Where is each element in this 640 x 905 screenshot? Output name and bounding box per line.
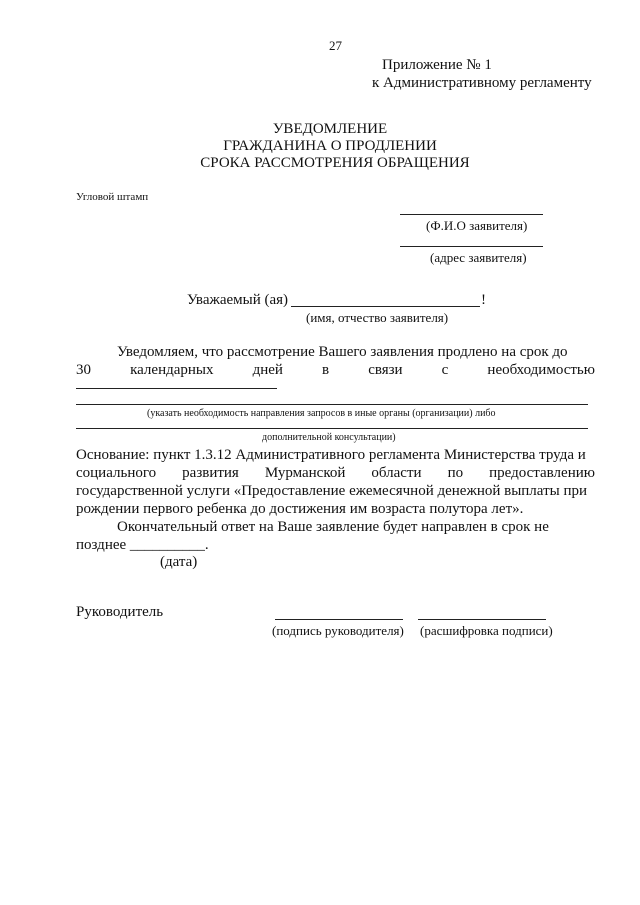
appendix-line-1: Приложение № 1 [382, 57, 492, 73]
notice-line-2 [76, 361, 595, 379]
basis-word: области [371, 465, 422, 481]
salutation-name-line [291, 306, 480, 307]
signature-decode-caption: (расшифровка подписи) [420, 623, 553, 638]
applicant-fio-caption: (Ф.И.О заявителя) [426, 218, 528, 233]
corner-stamp-label: Угловой штамп [76, 191, 149, 203]
title-line-2: ГРАЖДАНИНА О ПРОДЛЕНИИ [223, 138, 437, 154]
basis-line-3: государственной услуги «Предоставление ежемесячной денежной выплаты при [76, 483, 588, 499]
applicant-fio-line [400, 214, 543, 215]
date-caption: (дата) [160, 554, 198, 570]
notice-word: с [441, 362, 449, 378]
basis-word: предоставлению [489, 465, 595, 481]
notice-word: необходимостью [487, 362, 595, 378]
salutation-exclamation: ! [481, 292, 486, 308]
notice-word: 30 [76, 362, 91, 378]
final-answer-line-1: Окончательный ответ на Ваше заявление будет направлен в срок не [117, 519, 549, 535]
applicant-address-line [400, 246, 543, 247]
notice-word: в [322, 362, 330, 378]
basis-word: Мурманской [264, 465, 346, 481]
appendix-line-2: к Административному регламенту [372, 75, 592, 91]
notice-line-1: Уведомляем, что рассмотрение Вашего заявления продлено на срок до [117, 344, 568, 360]
reason-caption-2: дополнительной консультации) [262, 432, 396, 443]
basis-line-1: Основание: пункт 1.3.12 Административного регламента Министерства труда и [76, 447, 586, 463]
basis-word: социального [76, 465, 157, 481]
basis-line-4: рождении первого ребенка до достижения им возраста полутора лет». [76, 501, 524, 517]
title-line-1: УВЕДОМЛЕНИЕ [272, 121, 388, 137]
page-number: 27 [329, 38, 342, 53]
final-answer-line-2: позднее __________. [76, 537, 209, 553]
signature-caption: (подпись руководителя) [272, 623, 404, 638]
basis-line-2 [76, 464, 595, 482]
notice-word: календарных [130, 362, 214, 378]
signature-decode-line [418, 619, 546, 620]
basis-word: развития [182, 465, 239, 481]
basis-word: по [447, 465, 464, 481]
reason-blank-line-1 [76, 388, 277, 389]
reason-blank-line-2 [76, 404, 588, 405]
applicant-address-caption: (адрес заявителя) [430, 250, 527, 265]
reason-blank-line-3 [76, 428, 588, 429]
salutation-text: Уважаемый (ая) [187, 292, 289, 308]
signature-line [275, 619, 403, 620]
title-line-3: СРОКА РАССМОТРЕНИЯ ОБРАЩЕНИЯ [200, 155, 470, 171]
notice-word: связи [368, 362, 403, 378]
reason-caption-1: (указать необходимость направления запросов в иные органы (организации) либо [147, 408, 496, 419]
notice-word: дней [252, 362, 283, 378]
head-label: Руководитель [76, 604, 164, 620]
salutation-caption: (имя, отчество заявителя) [306, 310, 449, 325]
